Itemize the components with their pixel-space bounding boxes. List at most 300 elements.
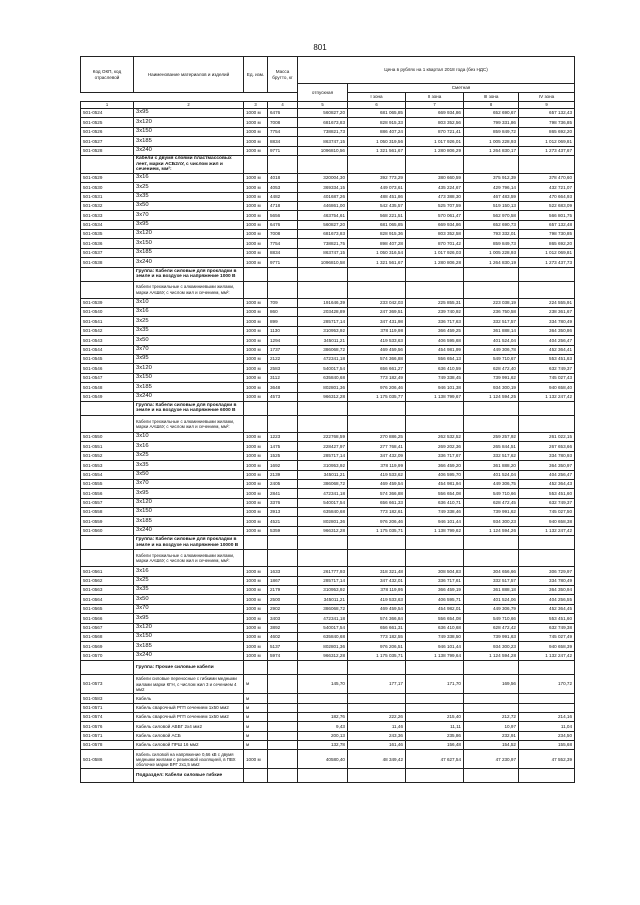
table-row bbox=[81, 127, 575, 136]
table-row bbox=[81, 623, 575, 632]
item-code: 501-0576 bbox=[81, 722, 134, 731]
item-unit: м bbox=[244, 722, 268, 731]
item-name: 3x25 bbox=[134, 317, 244, 326]
item-mass: 9771 bbox=[268, 258, 298, 267]
item-mass: 3376 bbox=[268, 498, 298, 507]
group-heading: Группа: Кабели силовые для прокладки в земле и на воздухе на напряжение 6000 В bbox=[134, 401, 244, 415]
price-zone-1: 656 661,33 bbox=[348, 498, 406, 507]
price-zone-4: 334 780,93 bbox=[519, 451, 575, 460]
price-zone-2: 366 459,19 bbox=[406, 586, 464, 595]
group-heading-row bbox=[81, 155, 575, 173]
price-release: 1096810,58 bbox=[298, 258, 348, 267]
item-code: 501-0565 bbox=[81, 604, 134, 613]
table-row bbox=[81, 586, 575, 595]
item-name: 3x70 bbox=[134, 604, 244, 613]
price-zone-3: 332 517,57 bbox=[464, 576, 519, 585]
empty-cell bbox=[81, 661, 134, 675]
price-zone-2 bbox=[406, 694, 464, 703]
header-estimate: Сметная bbox=[348, 84, 575, 93]
price-zone-3: 361 888,20 bbox=[464, 461, 519, 470]
price-zone-2: 749 338,50 bbox=[406, 632, 464, 641]
price-zone-2: 47 627,54 bbox=[406, 750, 464, 769]
header-mass: Масса брутто, кг bbox=[268, 57, 298, 93]
item-mass: 3892 bbox=[268, 623, 298, 632]
empty-cell bbox=[244, 281, 268, 298]
item-name: 3x240 bbox=[134, 526, 244, 535]
header-zone-1: I зона bbox=[348, 93, 406, 102]
item-code: 501-0537 bbox=[81, 248, 134, 257]
price-zone-4 bbox=[519, 703, 575, 712]
col-number: 9 bbox=[519, 102, 575, 109]
item-mass: 1737 bbox=[268, 345, 298, 354]
price-release: 345011,21 bbox=[298, 336, 348, 345]
price-zone-1: 1 050 316,54 bbox=[348, 248, 406, 257]
empty-cell bbox=[464, 415, 519, 432]
item-code: 501-0555 bbox=[81, 479, 134, 488]
table-row bbox=[81, 651, 575, 660]
price-zone-4: 267 653,66 bbox=[519, 442, 575, 451]
empty-cell bbox=[268, 769, 298, 783]
price-release: 261777,93 bbox=[298, 567, 348, 576]
empty-cell bbox=[268, 415, 298, 432]
price-zone-4: 404 256,47 bbox=[519, 470, 575, 479]
table-row bbox=[81, 479, 575, 488]
price-zone-4: 522 683,09 bbox=[519, 201, 575, 210]
price-release bbox=[298, 703, 348, 712]
empty-cell bbox=[268, 281, 298, 298]
item-unit: 1000 м bbox=[244, 109, 268, 118]
table-row bbox=[81, 298, 575, 307]
price-zone-3: 652 690,67 bbox=[464, 109, 519, 118]
group-description: Кабели трехжильные с алюминиевыми жилами, марки ААШвУ, с числом жил и сечением, мм²: bbox=[134, 281, 244, 298]
item-mass: 7008 bbox=[268, 230, 298, 239]
empty-cell bbox=[298, 550, 348, 567]
price-zone-2: 870 721,41 bbox=[406, 127, 464, 136]
empty-cell bbox=[244, 267, 268, 281]
item-mass: 8834 bbox=[268, 137, 298, 146]
item-code: 501-0552 bbox=[81, 451, 134, 460]
table-body bbox=[81, 109, 575, 783]
price-zone-3: 223 038,19 bbox=[464, 298, 519, 307]
item-mass: 4053 bbox=[268, 183, 298, 192]
price-zone-2: 946 101,44 bbox=[406, 642, 464, 651]
price-zone-3: 1 264 830,19 bbox=[464, 258, 519, 267]
price-release: 203428,89 bbox=[298, 308, 348, 317]
group-heading: Кабели с двумя слоями пластмассовых лент, марки АСБ2лУ, с числом жил и сечением, мм²: bbox=[134, 155, 244, 173]
group-heading-row bbox=[81, 769, 575, 783]
empty-cell bbox=[406, 550, 464, 567]
empty-cell bbox=[406, 401, 464, 415]
price-zone-4: 632 749,37 bbox=[519, 364, 575, 373]
empty-cell bbox=[298, 267, 348, 281]
price-zone-4: 553 451,63 bbox=[519, 354, 575, 363]
price-zone-1: 222,26 bbox=[348, 712, 406, 721]
item-unit: 1000 м bbox=[244, 642, 268, 651]
price-zone-4: 364 350,86 bbox=[519, 326, 575, 335]
price-release: 285717,14 bbox=[298, 576, 348, 585]
price-zone-4: 632 749,38 bbox=[519, 623, 575, 632]
item-mass: 1867 bbox=[268, 576, 298, 585]
empty-cell bbox=[406, 536, 464, 550]
price-zone-2: 525 707,59 bbox=[406, 201, 464, 210]
empty-cell bbox=[406, 267, 464, 281]
item-mass: 2583 bbox=[268, 364, 298, 373]
item-name: 3x150 bbox=[134, 632, 244, 641]
item-name: 3x35 bbox=[134, 192, 244, 201]
item-mass: 5359 bbox=[268, 526, 298, 535]
item-mass bbox=[268, 712, 298, 721]
item-unit: 1000 м bbox=[244, 201, 268, 210]
price-zone-4: 1 132 247,42 bbox=[519, 526, 575, 535]
price-zone-4: 170,72 bbox=[519, 675, 575, 694]
empty-cell bbox=[348, 769, 406, 783]
item-mass: 1525 bbox=[268, 451, 298, 460]
item-code: 501-0557 bbox=[81, 498, 134, 507]
price-zone-1: 773 182,49 bbox=[348, 373, 406, 382]
price-release: 560827,20 bbox=[298, 109, 348, 118]
item-mass: 1692 bbox=[268, 461, 298, 470]
price-zone-3: 1 264 830,17 bbox=[464, 146, 519, 155]
item-unit: 1000 м bbox=[244, 651, 268, 660]
price-zone-4: 745 027,49 bbox=[519, 632, 575, 641]
item-unit: 1000 м bbox=[244, 248, 268, 257]
price-zone-4: 553 451,60 bbox=[519, 489, 575, 498]
price-zone-1: 378 119,98 bbox=[348, 326, 406, 335]
col-number: 3 bbox=[244, 102, 268, 109]
item-unit: 1000 м bbox=[244, 614, 268, 623]
item-code: 501-0567 bbox=[81, 623, 134, 632]
item-unit: 1000 м bbox=[244, 508, 268, 517]
table-row bbox=[81, 345, 575, 354]
table-row bbox=[81, 508, 575, 517]
price-zone-3: 449 306,75 bbox=[464, 479, 519, 488]
price-zone-4: 378 470,60 bbox=[519, 173, 575, 182]
price-zone-2: 749 338,45 bbox=[406, 373, 464, 382]
item-mass: 4573 bbox=[268, 392, 298, 401]
price-zone-4: 657 132,43 bbox=[519, 109, 575, 118]
empty-cell bbox=[298, 281, 348, 298]
price-zone-1: 11,46 bbox=[348, 722, 406, 731]
price-zone-1: 469 459,54 bbox=[348, 604, 406, 613]
item-unit: 1000 м bbox=[244, 146, 268, 155]
price-release: 472341,18 bbox=[298, 489, 348, 498]
empty-cell bbox=[464, 155, 519, 173]
table-row bbox=[81, 576, 575, 585]
table-row bbox=[81, 632, 575, 641]
price-zone-4: 11,04 bbox=[519, 722, 575, 731]
item-mass: 9771 bbox=[268, 146, 298, 155]
price-zone-1: 469 459,54 bbox=[348, 479, 406, 488]
price-zone-1: 681 065,85 bbox=[348, 109, 406, 118]
price-zone-1: 1 321 561,67 bbox=[348, 258, 406, 267]
price-zone-3: 1 124 594,28 bbox=[464, 651, 519, 660]
item-name: 3x25 bbox=[134, 183, 244, 192]
price-zone-3: 1 124 594,26 bbox=[464, 526, 519, 535]
empty-cell bbox=[464, 661, 519, 675]
price-zone-2: 556 654,08 bbox=[406, 614, 464, 623]
price-release: 802801,36 bbox=[298, 517, 348, 526]
price-zone-1: 574 366,88 bbox=[348, 354, 406, 363]
item-code: 501-0566 bbox=[81, 614, 134, 623]
price-zone-3: 793 332,01 bbox=[464, 230, 519, 239]
price-zone-4: 334 780,49 bbox=[519, 576, 575, 585]
item-code: 501-0564 bbox=[81, 595, 134, 604]
price-release: 635840,68 bbox=[298, 373, 348, 382]
price-zone-1: 378 119,99 bbox=[348, 461, 406, 470]
item-mass: 2179 bbox=[268, 586, 298, 595]
table-row bbox=[81, 722, 575, 731]
price-zone-4: 214,16 bbox=[519, 712, 575, 721]
item-name: 3x185 bbox=[134, 383, 244, 392]
item-unit: 1000 м bbox=[244, 567, 268, 576]
item-unit: м bbox=[244, 675, 268, 694]
price-release: 472341,18 bbox=[298, 614, 348, 623]
price-zone-4: 657 132,48 bbox=[519, 220, 575, 229]
price-zone-1: 828 915,36 bbox=[348, 230, 406, 239]
empty-cell bbox=[298, 536, 348, 550]
price-release: 182,76 bbox=[298, 712, 348, 721]
price-release: 635840,68 bbox=[298, 508, 348, 517]
item-name: 3x150 bbox=[134, 373, 244, 382]
item-code: 501-0535 bbox=[81, 230, 134, 239]
col-number: 1 bbox=[81, 102, 134, 109]
item-name: 3x16 bbox=[134, 567, 244, 576]
item-unit: 1000 м bbox=[244, 258, 268, 267]
price-zone-2: 636 410,59 bbox=[406, 364, 464, 373]
item-code: 501-0570 bbox=[81, 651, 134, 660]
price-release: 369334,15 bbox=[298, 183, 348, 192]
item-name: 3x185 bbox=[134, 248, 244, 257]
table-row bbox=[81, 498, 575, 507]
item-unit: 1000 м bbox=[244, 470, 268, 479]
item-code: 501-0527 bbox=[81, 137, 134, 146]
price-zone-4: 865 692,20 bbox=[519, 127, 575, 136]
price-zone-2: 1 138 799,67 bbox=[406, 392, 464, 401]
item-unit: 1000 м bbox=[244, 432, 268, 441]
item-mass bbox=[268, 703, 298, 712]
empty-cell bbox=[406, 661, 464, 675]
item-mass: 5974 bbox=[268, 651, 298, 660]
price-zone-3: 652 690,73 bbox=[464, 220, 519, 229]
empty-cell bbox=[244, 661, 268, 675]
price-zone-3: 934 300,19 bbox=[464, 383, 519, 392]
item-code: 501-0558 bbox=[81, 508, 134, 517]
item-name: 3x50 bbox=[134, 595, 244, 604]
item-mass: 709 bbox=[268, 298, 298, 307]
empty-cell bbox=[81, 550, 134, 567]
price-zone-2: 454 981,99 bbox=[406, 345, 464, 354]
empty-cell bbox=[298, 769, 348, 783]
item-unit: 1000 м bbox=[244, 623, 268, 632]
price-zone-4: 432 721,07 bbox=[519, 183, 575, 192]
table-row bbox=[81, 373, 575, 382]
price-zone-4: 745 027,43 bbox=[519, 373, 575, 382]
item-unit: 1000 м bbox=[244, 298, 268, 307]
item-unit: 1000 м bbox=[244, 220, 268, 229]
price-zone-1: 347 431,98 bbox=[348, 317, 406, 326]
item-code: 501-0529 bbox=[81, 173, 134, 182]
price-zone-2: 946 101,38 bbox=[406, 383, 464, 392]
price-zone-3: 934 300,23 bbox=[464, 642, 519, 651]
item-name: 3x185 bbox=[134, 642, 244, 651]
empty-cell bbox=[519, 281, 575, 298]
col-number: 5 bbox=[298, 102, 348, 109]
item-mass: 4521 bbox=[268, 517, 298, 526]
item-code: 501-0542 bbox=[81, 326, 134, 335]
price-zone-1: 247 369,51 bbox=[348, 308, 406, 317]
price-zone-4: 470 664,93 bbox=[519, 192, 575, 201]
price-release: 966312,28 bbox=[298, 526, 348, 535]
table-row bbox=[81, 354, 575, 363]
price-zone-1: 48 349,42 bbox=[348, 750, 406, 769]
price-zone-2: 406 595,70 bbox=[406, 470, 464, 479]
price-zone-1: 886 407,24 bbox=[348, 127, 406, 136]
price-release: 802801,36 bbox=[298, 383, 348, 392]
item-unit: 1000 м bbox=[244, 576, 268, 585]
table-row bbox=[81, 432, 575, 441]
item-mass: 7754 bbox=[268, 127, 298, 136]
price-release: 463754,61 bbox=[298, 211, 348, 220]
price-zone-3: 236 750,58 bbox=[464, 308, 519, 317]
table-row bbox=[81, 604, 575, 613]
price-zone-1 bbox=[348, 703, 406, 712]
item-unit: 1000 м bbox=[244, 442, 268, 451]
item-name: Кабель bbox=[134, 694, 244, 703]
item-code: 501-0546 bbox=[81, 364, 134, 373]
item-code: 501-0569 bbox=[81, 642, 134, 651]
price-zone-2: 556 654,13 bbox=[406, 354, 464, 363]
price-zone-4: 261 022,15 bbox=[519, 432, 575, 441]
item-code: 501-0531 bbox=[81, 192, 134, 201]
item-name: 3x120 bbox=[134, 498, 244, 507]
table-row bbox=[81, 336, 575, 345]
item-code: 501-0525 bbox=[81, 118, 134, 127]
price-zone-3: 169,56 bbox=[464, 675, 519, 694]
price-zone-3: 628 472,40 bbox=[464, 364, 519, 373]
item-name: 3x95 bbox=[134, 354, 244, 363]
price-zone-2: 235,86 bbox=[406, 731, 464, 740]
item-unit: м bbox=[244, 731, 268, 740]
item-code: 501-0571 bbox=[81, 703, 134, 712]
table-row bbox=[81, 451, 575, 460]
price-release: 345011,21 bbox=[298, 595, 348, 604]
item-unit: 1000 м bbox=[244, 345, 268, 354]
table-row bbox=[81, 694, 575, 703]
item-unit: м bbox=[244, 741, 268, 750]
price-zone-4: 940 658,39 bbox=[519, 642, 575, 651]
empty-cell bbox=[519, 155, 575, 173]
empty-cell bbox=[298, 661, 348, 675]
empty-cell bbox=[519, 769, 575, 783]
price-release: 310953,92 bbox=[298, 586, 348, 595]
item-unit: 1000 м bbox=[244, 137, 268, 146]
price-zone-4: 452 364,43 bbox=[519, 479, 575, 488]
empty-cell bbox=[519, 401, 575, 415]
item-mass: 2500 bbox=[268, 595, 298, 604]
price-zone-4: 940 658,38 bbox=[519, 517, 575, 526]
price-zone-3: 332 517,62 bbox=[464, 451, 519, 460]
price-zone-4: 404 256,47 bbox=[519, 336, 575, 345]
price-zone-1: 568 221,51 bbox=[348, 211, 406, 220]
price-zone-3: 10,97 bbox=[464, 722, 519, 731]
price-zone-2: 556 654,08 bbox=[406, 489, 464, 498]
price-zone-3: 519 150,13 bbox=[464, 201, 519, 210]
item-code: 501-0549 bbox=[81, 392, 134, 401]
empty-cell bbox=[268, 661, 298, 675]
item-name: 3x25 bbox=[134, 451, 244, 460]
price-zone-1: 277 768,41 bbox=[348, 442, 406, 451]
price-zone-2: 366 459,20 bbox=[406, 461, 464, 470]
item-unit: 1000 м bbox=[244, 489, 268, 498]
price-zone-3: 332 517,57 bbox=[464, 317, 519, 326]
table-row bbox=[81, 230, 575, 239]
item-name: 3x120 bbox=[134, 230, 244, 239]
item-name: 3x70 bbox=[134, 345, 244, 354]
table-row bbox=[81, 731, 575, 740]
price-zone-2: 454 981,94 bbox=[406, 479, 464, 488]
empty-cell bbox=[406, 155, 464, 173]
item-name: Кабель силовой ПРШ 16 мм2 bbox=[134, 741, 244, 750]
item-code: 501-0533 bbox=[81, 211, 134, 220]
item-code: 501-0554 bbox=[81, 470, 134, 479]
item-mass: 1130 bbox=[268, 326, 298, 335]
item-code: 501-0559 bbox=[81, 517, 134, 526]
item-name: 3x95 bbox=[134, 614, 244, 623]
item-code: 501-0526 bbox=[81, 127, 134, 136]
price-zone-4: 1 132 247,42 bbox=[519, 392, 575, 401]
price-zone-1: 347 432,09 bbox=[348, 451, 406, 460]
item-unit: 1000 м bbox=[244, 192, 268, 201]
item-unit: 1000 м bbox=[244, 498, 268, 507]
price-zone-3: 1 005 228,93 bbox=[464, 137, 519, 146]
price-zone-4: 632 749,37 bbox=[519, 498, 575, 507]
price-zone-1: 449 073,61 bbox=[348, 183, 406, 192]
price-zone-2: 803 352,56 bbox=[406, 118, 464, 127]
price-release: 386068,72 bbox=[298, 345, 348, 354]
price-zone-4: 1 132 247,42 bbox=[519, 651, 575, 660]
item-mass: 2139 bbox=[268, 470, 298, 479]
item-name: 3x35 bbox=[134, 326, 244, 335]
price-zone-1: 656 661,27 bbox=[348, 364, 406, 373]
item-code: 501-0540 bbox=[81, 308, 134, 317]
price-release: 285717,14 bbox=[298, 451, 348, 460]
price-zone-1: 574 366,84 bbox=[348, 614, 406, 623]
item-name: 3x185 bbox=[134, 137, 244, 146]
item-mass: 2902 bbox=[268, 604, 298, 613]
item-mass: 4718 bbox=[268, 201, 298, 210]
price-zone-1: 773 182,61 bbox=[348, 508, 406, 517]
empty-cell bbox=[298, 401, 348, 415]
group-heading-row bbox=[81, 536, 575, 550]
empty-cell bbox=[406, 769, 464, 783]
item-unit: м bbox=[244, 712, 268, 721]
table-row bbox=[81, 489, 575, 498]
price-zone-2: 262 532,52 bbox=[406, 432, 464, 441]
price-zone-3: 375 912,39 bbox=[464, 173, 519, 182]
table-row bbox=[81, 118, 575, 127]
item-unit: 1000 м bbox=[244, 586, 268, 595]
item-code: 501-0560 bbox=[81, 526, 134, 535]
item-code: 501-0561 bbox=[81, 567, 134, 576]
item-mass bbox=[268, 741, 298, 750]
price-zone-2: 473 388,30 bbox=[406, 192, 464, 201]
price-release: 472341,18 bbox=[298, 354, 348, 363]
price-zone-4: 940 658,40 bbox=[519, 383, 575, 392]
table-row bbox=[81, 137, 575, 146]
price-zone-1: 243,36 bbox=[348, 731, 406, 740]
item-name: 3x16 bbox=[134, 173, 244, 182]
item-mass bbox=[268, 694, 298, 703]
